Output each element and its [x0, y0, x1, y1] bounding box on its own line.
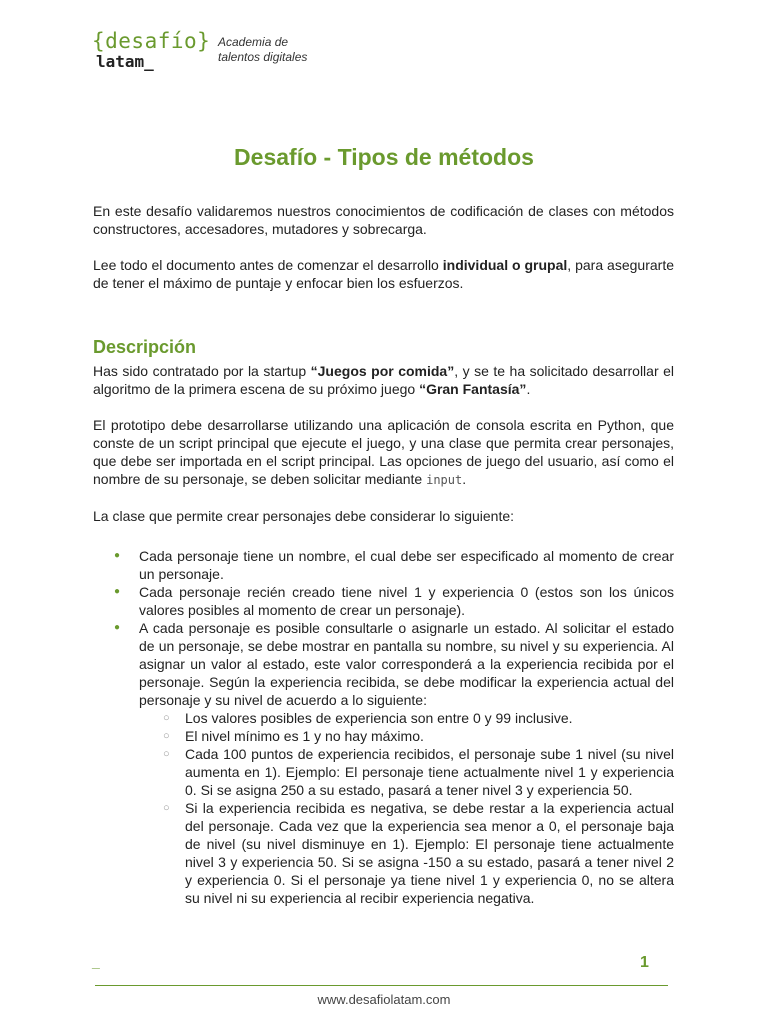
footer-dash: _	[92, 954, 100, 970]
logo-latam: latam_	[96, 52, 154, 71]
bullet-circle-icon: ○	[163, 748, 170, 760]
sub-requirements-list	[139, 709, 674, 907]
desc-p1-game-name: “Gran Fantasía”	[419, 381, 527, 397]
description-paragraph-3: La clase que permite crear personajes debe considerar lo siguiente:	[93, 508, 515, 524]
list-item	[93, 547, 674, 583]
desc-p1-text-a: Has sido contratado por la startup	[93, 363, 311, 379]
list-item	[93, 619, 674, 907]
footer-website-link[interactable]: www.desafiolatam.com	[317, 992, 451, 1007]
bullet-circle-icon: ○	[163, 730, 170, 742]
bullet-dot-icon: ●	[114, 550, 121, 561]
sub-list-item	[139, 727, 674, 745]
desc-p1-startup-name: “Juegos por comida”	[310, 363, 455, 379]
intro-p2-bold: individual o grupal	[442, 257, 568, 273]
list-item	[93, 583, 674, 619]
intro-p2-text-b: , para asegurarte de tener el máximo de puntaje y enfocar bien los esfuerzos.	[93, 257, 674, 291]
desafio-latam-logo	[92, 28, 352, 78]
logo-brand: {desafío}	[92, 29, 211, 53]
sub-list-item-text: Los valores posibles de experiencia son entre 0 y 99 inclusive.	[185, 710, 573, 726]
desc-p2-text-b: .	[462, 471, 467, 487]
desc-p2-code-input: input	[426, 473, 463, 487]
tagline-line-2: talentos digitales	[218, 50, 308, 64]
bullet-circle-icon: ○	[163, 712, 170, 724]
document-body	[93, 202, 674, 907]
list-item-text: Cada personaje recién creado tiene nivel 1 y experiencia 0 (estos son los únicos valores posibles al momento de crear un personaje).	[139, 584, 674, 618]
description-paragraph-1	[93, 362, 674, 398]
tagline-line-1: Academia de	[218, 35, 289, 49]
desc-p1-text-c: , y se te ha solicitado desarrollar el algoritmo de la primera escena de su próximo juego	[93, 363, 674, 397]
page-number: 1	[640, 954, 649, 971]
bullet-circle-icon: ○	[163, 802, 170, 814]
intro-p2-text-a: Lee todo el documento antes de comenzar el desarrollo	[93, 257, 443, 273]
sub-list-item-text: Si la experiencia recibida es negativa, se debe restar a la experiencia actual del personaje. Cada vez que la experiencia sea menor a 0, el personaje baja de nivel (su nivel disminuye en 1). Ejemplo: El personaje tiene actualmente nivel 3 y experiencia 50. Si se asigna -150 a su estado, pasará a tener nivel 2 y experiencia 0. Si el personaje ya tiene nivel 1 y experiencia 0, no se altera su nivel ni su experiencia al recibir experiencia negativa.	[185, 800, 674, 906]
sub-list-item	[139, 745, 674, 799]
desc-p2-text-a: El prototipo debe desarrollarse utilizando una aplicación de consola escrita en Python, que conste de un script principal que ejecute el juego, y una clase que permita crear personajes, que debe ser importada en el script principal. Las opciones de juego del usuario, así como el nombre de su personaje, se deben solicitar mediante	[93, 417, 674, 487]
sub-list-item-text: El nivel mínimo es 1 y no hay máximo.	[185, 728, 424, 744]
list-item-text: Cada personaje tiene un nombre, el cual debe ser especificado al momento de crear un personaje.	[139, 548, 674, 582]
requirements-list	[93, 547, 674, 907]
bullet-dot-icon: ●	[114, 622, 121, 633]
footer-divider	[95, 985, 668, 986]
logo-tagline	[218, 35, 348, 65]
sub-list-item-text: Cada 100 puntos de experiencia recibidos, el personaje sube 1 nivel (su nivel aumenta en 1). Ejemplo: El personaje tiene actualmente nivel 1 y experiencia 0. Si se asigna 250 a su estado, pasará a tener nivel 3 y experiencia 50.	[185, 746, 674, 798]
list-item-text: A cada personaje es posible consultarle o asignarle un estado. Al solicitar el estado de un personaje, se debe mostrar en pantalla su nombre, su nivel y su experiencia. Al asignar un valor al estado, este valor corresponderá a la experiencia recibida por el personaje. Según la experiencia recibida, se debe modificar la experiencia actual del personaje y su nivel de acuerdo a lo siguiente:	[139, 620, 674, 708]
section-heading-descripcion: Descripción	[93, 337, 197, 357]
desc-p1-text-e: .	[526, 381, 531, 397]
sub-list-item	[139, 799, 674, 907]
bullet-dot-icon: ●	[114, 586, 121, 597]
intro-paragraph-2	[93, 256, 674, 292]
document-title: Desafío - Tipos de métodos	[234, 144, 534, 170]
sub-list-item	[139, 709, 674, 727]
description-paragraph-2	[93, 416, 674, 489]
intro-paragraph-1: En este desafío validaremos nuestros conocimientos de codificación de clases con métodos constructores, accesadores, mutadores y sobrecarga.	[93, 203, 674, 237]
